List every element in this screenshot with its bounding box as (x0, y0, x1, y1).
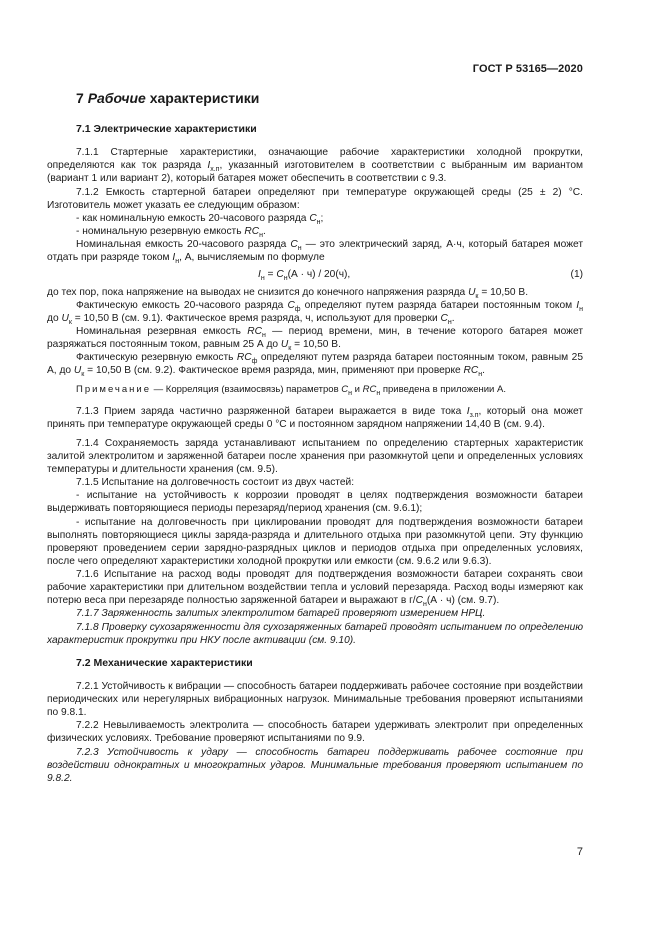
paragraph-actual-capacity: Фактическую емкость 20-часового разряда $C_ф$ определяют путем разряда батареи постоянным током $I_н$ до $U_к = 10,50$ В (см. 9.1). Фактическое время разряда, ч, используют для проверки $C_н$. (47, 299, 583, 326)
paragraph-7-1-7: 7.1.7 Заряженность залитых электролитом батарей проверяют измерением НРЦ. (76, 608, 486, 620)
list-item: - испытание на устойчивость к коррозии проводят в целях подтверждения возможности батареи выдерживать повторяющиеся периоды перезаряд/период хранения (см. 9.6.1); (47, 490, 583, 515)
paragraph-7-1-4: 7.1.4 Сохраняемость заряда устанавливают испытанием по определению стартерных характеристик залитой электролитом и заряженной батареи после хранения при разомкнутой цепи и определенных условиях температуры и длительности хранения (см. 9.5). (47, 437, 583, 475)
section-title-rest: характеристики (145, 90, 260, 106)
subsection-heading-7-1: 7.1 Электрические характеристики (76, 123, 257, 136)
paragraph-until-voltage: до тех пор, пока напряжение на выводах не снизится до конечного напряжения разряда $U_к = 10,50$ В. (47, 286, 529, 300)
formula-expression: $I_н = C_н(А \cdot ч) / 20(ч)$, (258, 269, 351, 283)
paragraph-reserve-capacity: Номинальная резервная емкость $RC_н$ — период времени, мин, в течение которого батарея может разряжаться постоянным током, равным 25 А до $U_к = 10,50$ В. (47, 325, 583, 353)
section-number: 7 (76, 90, 84, 106)
paragraph-7-2-3: 7.2.3 Устойчивость к удару — способность батареи поддерживать рабочее состояние при воздействии однократных и многократных ударов. Минимальные требования проверяют испытанием по 9.8.2. (47, 746, 583, 784)
formula-number: (1) (570, 269, 583, 281)
list-item: - как номинальную емкость 20-часового разряда $C_н$; (76, 212, 324, 226)
section-heading (76, 92, 583, 105)
paragraph-7-1-5: 7.1.5 Испытание на долговечность состоит из двух частей: (76, 477, 355, 489)
page-content (47, 90, 583, 785)
paragraph-nominal-capacity: Номинальная емкость 20-часового разряда $C_н$ — это электрический заряд, А·ч, который батарея может отдать при разряде током $I_н$, А, вычисляемым по формуле (47, 239, 583, 266)
paragraph-7-1-8: 7.1.8 Проверку сухозаряженности для сухозаряженных батарей проводят испытанием по определению характеристик прокрутки при НКУ после активации (см. 9.10). (47, 621, 583, 646)
paragraph-7-1-1: 7.1.1 Стартерные характеристики, означающие рабочие характеристики холодной прокрутки, определяются как ток разряда $I_{х.п}$, указанный изготовителем в соответствии с выбранным им вариантом (вариант 1 или вариант 2), который батарея может обеспечить в соответствии с 9.3. (47, 147, 584, 185)
paragraph-7-1-2: 7.1.2 Емкость стартерной батареи определяют при температуре окружающей среды (25 ± 2) °С. Изготовитель может указать ее следующим образом: (47, 186, 583, 211)
paragraph-7-2-2: 7.2.2 Невыливаемость электролита — способность батареи удерживать электролит при определенных физических условиях. Требование проверяют испытаниями по 9.9. (47, 720, 583, 745)
doc-code-header: ГОСТ Р 53165—2020 (472, 63, 583, 75)
paragraph-7-1-6: 7.1.6 Испытание на расход воды проводят для подтверждения возможности батареи сохранять свои рабочие характеристики при длительном воздействии тепла и условий перезаряда. Расход воды измеряют как потерю веса при перезаряде полностью заряженной батареи и выражают в $г/C_н(А \cdot ч)$ (см. 9.7). (47, 569, 583, 609)
paragraph-7-2-1: 7.2.1 Устойчивость к вибрации — способность батареи поддерживать рабочее состояние при воздействии периодических или нерегулярных вибрационных нагрузок. Минимальные требования проверяют испытаниями по 9.8.1. (47, 680, 583, 719)
section-title-italic: Рабочие (87, 90, 146, 106)
paragraph-7-1-3: 7.1.3 Прием заряда частично разряженной батареи выражается в виде тока $I_{з.п}$, который она может принять при температуре окружающей среды 0 °С и постоянном зарядном напряжении 14,40 В (см. 9.4). (47, 405, 583, 430)
page-number: 7 (576, 846, 583, 858)
note-label: Примечание (76, 384, 151, 396)
list-item: - номинальную резервную емкость $RC_н$. (76, 226, 266, 240)
subsection-heading-7-2: 7.2 Механические характеристики (76, 656, 253, 669)
note: Примечание — Корреляция (взаимосвязь) параметров $C_н$ и $RC_н$ приведена в приложении А. (76, 384, 506, 398)
list-item: - испытание на долговечность при циклировании проводят для подтверждения возможности батареи выполнять повторяющиеся циклы заряда-разряда и длительного отдыха при разомкнутой цепи. Эту функцию проверяют проведением серии зарядно-разрядных циклов и периодов отдыха при определенных условиях, после чего определяют характеристики холодной прокрутки или емкости (см. 9.6.2 или 9.6.3). (47, 516, 583, 567)
paragraph-actual-reserve: Фактическую резервную емкость $RC_ф$ определяют путем разряда батареи постоянным током, равным 25 А, до $U_к = 10,50$ В (см. 9.2). Фактическое время разряда, мин, применяют при проверке $RC_н$. (47, 352, 583, 379)
formula-1 (47, 268, 583, 281)
